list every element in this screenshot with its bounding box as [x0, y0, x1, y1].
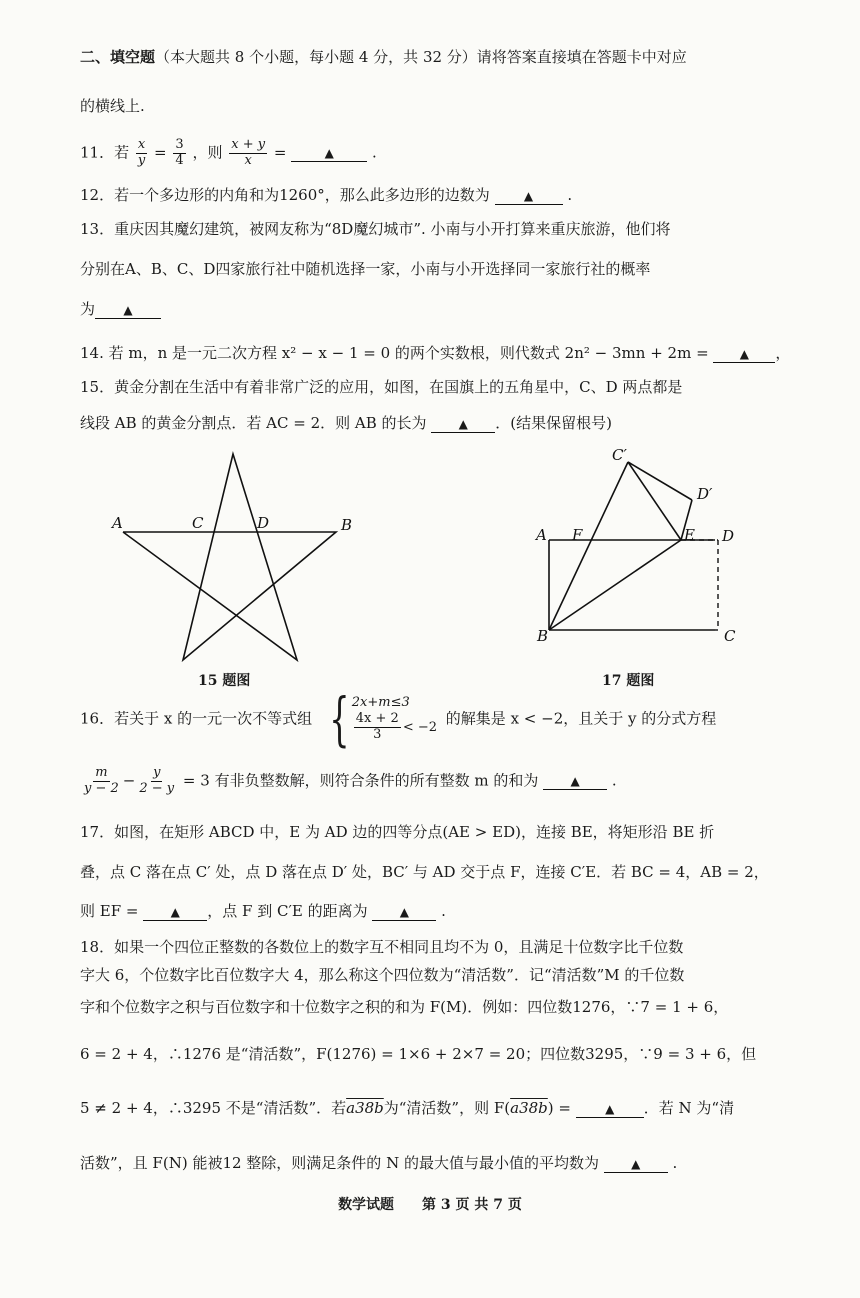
answer-blank-17b[interactable] — [372, 903, 436, 921]
section-title: 二、填空题 — [80, 48, 156, 66]
question-17-line1: 17．如图，在矩形 ABCD 中，E 为 AD 边的四等分点(AE > ED)，连接 BE，将矩形沿 BE 折 — [80, 823, 715, 841]
inequality-system: { 2x+m≤3 $\frac{4x + 2}{3}$ < −2 — [329, 684, 438, 753]
answer-blank-13[interactable] — [95, 301, 161, 319]
question-13-line3: 为 ▲ — [80, 301, 161, 319]
q11-frac-xy: $\frac{x}{y}$ — [137, 137, 146, 168]
fig17-label-b: B — [537, 627, 549, 645]
fig17-label-e: E — [684, 526, 695, 544]
answer-blank-14[interactable] — [713, 345, 775, 363]
question-14: 14. 若 m，n 是一元二次方程 x² − x − 1 = 0 的两个实数根，则代数式 2n² − 3mn + 2m = ▲ ， — [80, 344, 791, 362]
question-13-line1: 13．重庆因其魔幻建筑，被网友称为“8D魔幻城市”. 小南与小开打算来重庆旅游，他们将 — [80, 220, 671, 238]
fig17-caption: 17 题图 — [602, 673, 655, 689]
answer-blank-12[interactable] — [495, 187, 563, 205]
question-18-line1: 18．如果一个四位正整数的各数位上的数字互不相同且均不为 0，且满足十位数字比千位数 — [80, 938, 684, 956]
blank-marker-icon: ▲ — [605, 1102, 615, 1116]
question-15-line2: 线段 AB 的黄金分割点．若 AC = 2．则 AB 的长为 ▲ ．(结果保留根号) — [80, 414, 613, 432]
question-18-line2: 字大 6，个位数字比百位数字大 4，那么称这个四位数为“清活数”．记“清活数”M 的千位数 — [80, 966, 685, 984]
question-12: 12．若一个多边形的内角和为1260°，那么此多边形的边数为 ▲ . — [80, 186, 573, 204]
question-17-line2: 叠，点 C 落在点 C′ 处，点 D 落在点 D′ 处，BC′ 与 AD 交于点 F，连接 C′E．若 BC = 4，AB = 2， — [80, 863, 769, 881]
fold-figure — [549, 462, 715, 630]
blank-marker-icon: ▲ — [739, 347, 750, 361]
question-18-line6: 活数”，且 F(N) 能被12 整除，则满足条件的 N 的最大值与最小值的平均数为 ▲ . — [80, 1154, 678, 1172]
fig15-label-d: D — [257, 514, 270, 532]
section-header — [80, 50, 687, 65]
fig17-label-f: F — [572, 526, 583, 544]
fig15-label-a: A — [112, 514, 123, 532]
blank-marker-icon: ▲ — [458, 417, 468, 431]
q16-frac-2: $\frac{y}{2 - y}$ — [139, 765, 175, 796]
question-18-line5: 5 ≠ 2 + 4，∴3295 不是“清活数”．若a38b为“清活数”，则 F(a38b) = ▲ ．若 N 为“清 — [80, 1099, 735, 1117]
blank-marker-icon: ▲ — [324, 146, 334, 161]
q11-frac-sum: $\frac{x + y}{x}$ — [231, 137, 266, 168]
star-lines — [123, 454, 336, 660]
q11-num: 11．若 — [80, 143, 130, 162]
question-18-line3: 字和个位数字之积与百位数字和十位数字之积的和为 F(M)．例如：四位数1276，∵7 = 1 + 6， — [80, 998, 729, 1016]
blank-marker-icon: ▲ — [523, 189, 534, 203]
question-13-line2: 分别在A、B、C、D四家旅行社中随机选择一家，小南与小开选择同一家旅行社的概率 — [80, 260, 651, 278]
blank-marker-icon: ▲ — [399, 905, 409, 919]
fig15-caption: 15 题图 — [198, 673, 251, 689]
dashed-edges — [681, 540, 718, 630]
blank-marker-icon: ▲ — [170, 905, 180, 919]
fig15-label-c: C — [192, 514, 204, 532]
answer-blank-18a[interactable] — [576, 1100, 644, 1118]
blank-marker-icon: ▲ — [570, 774, 580, 789]
answer-blank-18b[interactable] — [604, 1155, 668, 1173]
overline-number-arg: a38b — [510, 1099, 548, 1117]
section-desc-cont: 的横线上. — [80, 97, 145, 115]
question-11: 11．若 $\frac{x}{y}$ = $\frac{3}{4}$ ，则 $\frac{x + y}{x}$ = ▲ . — [80, 137, 377, 168]
answer-blank-11[interactable] — [291, 144, 367, 162]
answer-blank-16[interactable] — [543, 772, 607, 790]
blank-marker-icon: ▲ — [123, 303, 133, 317]
blank-marker-icon: ▲ — [631, 1157, 641, 1171]
question-16: 16．若关于 x 的一元一次不等式组 { 2x+m≤3 $\frac{4x + 2}{3}$ < −2 的解集是 x < −2，且关于 y 的分式方程 — [80, 684, 717, 753]
fig15-label-b: B — [341, 516, 353, 534]
answer-blank-15[interactable] — [431, 415, 495, 433]
q16-frac-1: $\frac{m}{y - 2}$ — [84, 765, 119, 796]
fig17-label-d: D — [722, 527, 735, 545]
question-15-line1: 15．黄金分割在生活中有着非常广泛的应用，如图，在国旗上的五角星中，C、D 两点都是 — [80, 378, 683, 396]
section-desc: （本大题共 8 个小题，每小题 4 分，共 32 分）请将答案直接填在答题卡中对应 — [155, 48, 687, 66]
fig17-label-dprime: D′ — [697, 485, 713, 503]
page-footer: 数学试题 第 3 页 共 7 页 — [338, 1197, 522, 1213]
question-17-line3: 则 EF = ▲ ，点 F 到 C′E 的距离为 ▲ . — [80, 902, 446, 920]
overline-number: a38b — [346, 1099, 384, 1117]
fig17-label-c: C — [724, 627, 736, 645]
fig17-label-cprime: C′ — [612, 446, 627, 464]
answer-blank-17a[interactable] — [143, 903, 207, 921]
question-18-line4: 6 = 2 + 4，∴1276 是“清活数”，F(1276) = 1×6 + 2×7 = 20；四位数3295，∵9 = 3 + 6，但 — [80, 1045, 757, 1063]
q11-frac-34: $\frac{3}{4}$ — [175, 137, 184, 168]
fig17-label-a: A — [536, 526, 547, 544]
question-16-line2: $\frac{m}{y - 2}$ − $\frac{y}{2 - y}$ = 3 有非负整数解，则符合条件的所有整数 m 的和为 ▲ . — [84, 765, 617, 796]
